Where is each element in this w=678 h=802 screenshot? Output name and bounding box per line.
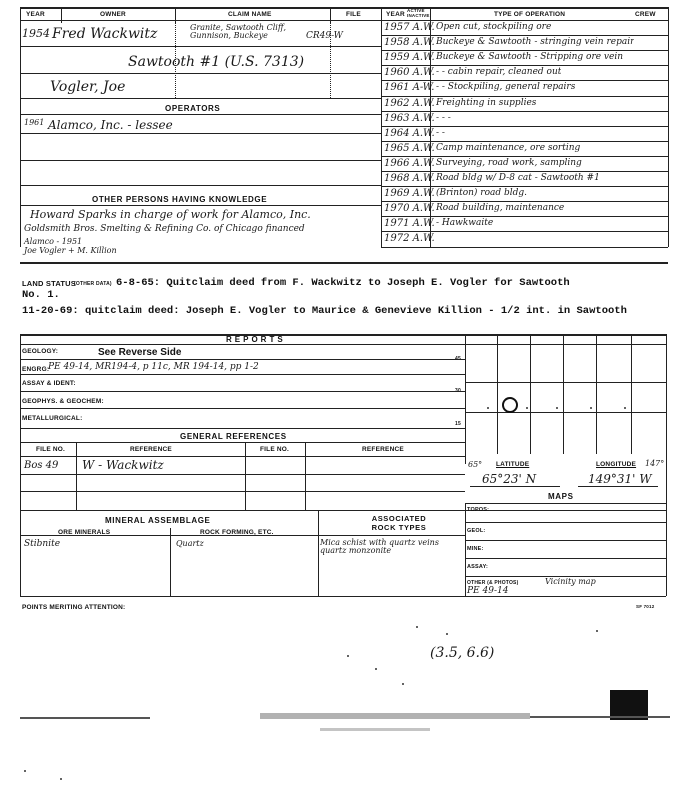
operators-year: 1961 bbox=[24, 118, 45, 127]
owner-row-file: CR49-W bbox=[306, 31, 343, 41]
assay-location-label: ASSAY: bbox=[467, 564, 489, 570]
maps-label: MAPS bbox=[548, 492, 574, 501]
owner-row-owner: Fred Wackwitz bbox=[52, 26, 158, 42]
reports-num-15: 15 bbox=[455, 421, 461, 427]
operation-row-divider bbox=[381, 156, 668, 157]
operation-text: - - - bbox=[436, 112, 451, 123]
operation-year: 1966 A.W. bbox=[384, 157, 435, 169]
operation-row-divider bbox=[381, 186, 668, 187]
assoc-rock-title: ASSOCIATED ROCK TYPES bbox=[371, 514, 427, 532]
operation-year: 1968 A.W. bbox=[384, 173, 435, 184]
scan-line bbox=[20, 717, 150, 719]
metallurgical-label: METALLURGICAL: bbox=[22, 415, 83, 422]
latitude-value: 65°23' N bbox=[482, 472, 537, 486]
operation-row-divider bbox=[381, 171, 668, 172]
operation-row-divider bbox=[381, 231, 668, 232]
rock-forming-label: ROCK FORMING, ETC. bbox=[200, 529, 274, 536]
owner-row-owner2: Vogler, Joe bbox=[50, 79, 126, 95]
operation-year: 1971 A.W. bbox=[384, 218, 435, 230]
reports-num-45: 45 bbox=[455, 356, 461, 362]
other-photos-value2: PE 49-14 bbox=[467, 586, 509, 596]
scan-line-right bbox=[530, 716, 670, 718]
general-refs-title: GENERAL REFERENCES bbox=[180, 432, 287, 441]
operation-row-divider bbox=[381, 35, 668, 36]
operation-row-divider bbox=[381, 80, 668, 81]
rock-forming-value: Quartz bbox=[176, 539, 204, 548]
header-owner: OWNER bbox=[100, 11, 126, 18]
operation-text: - - bbox=[436, 127, 445, 138]
assoc-rock-value2: quartz monzonite bbox=[320, 546, 392, 555]
engrg-value: PE 49-14, MR194-4, p 11c, MR 194-14, pp 1-2 bbox=[48, 362, 259, 372]
engrg-label: ENGRG: bbox=[22, 366, 50, 373]
operation-year: 1970 A.W. bbox=[384, 203, 435, 215]
general-refs-col-ref2: REFERENCE bbox=[362, 446, 404, 453]
longitude-value: 149°31' W bbox=[588, 472, 652, 486]
operation-year: 1957 A.W. bbox=[384, 22, 435, 33]
operation-year: 1969 A.W. bbox=[384, 188, 435, 200]
scan-smudge-lower bbox=[320, 728, 430, 731]
operation-text: Surveying, road work, sampling bbox=[436, 157, 582, 168]
mineral-title: MINERAL ASSEMBLAGE bbox=[105, 516, 211, 525]
geophys-label: GEOPHYS. & GEOCHEM: bbox=[22, 398, 104, 405]
operation-year: 1962 A.W. bbox=[384, 97, 435, 109]
geology-value: See Reverse Side bbox=[98, 347, 182, 358]
header-claim-name: CLAIM NAME bbox=[228, 11, 272, 18]
reports-title: REPORTS bbox=[226, 335, 286, 344]
operation-row-divider bbox=[381, 50, 668, 51]
operation-row-divider bbox=[381, 141, 668, 142]
header-crew: CREW bbox=[635, 11, 656, 18]
latitude-label: LATITUDE bbox=[496, 461, 530, 468]
operation-text: Camp maintenance, ore sorting bbox=[436, 142, 581, 153]
header-active-inactive: ACTIVE INACTIVE bbox=[407, 8, 430, 18]
land-status-line1: 6-8-65: Quitclaim deed from F. Wackwitz to Joseph E. Vogler for Sawtooth bbox=[116, 277, 570, 289]
longitude-prefix: 147° bbox=[645, 459, 665, 468]
operation-year: 1961 A-W. bbox=[384, 82, 435, 94]
geol-label: GEOL: bbox=[467, 528, 486, 534]
operation-year: 1963 A.W. bbox=[384, 112, 435, 124]
header-file: FILE bbox=[346, 11, 361, 18]
owner-row-claim-sub: Sawtooth #1 (U.S. 7313) bbox=[128, 54, 305, 70]
general-refs-col-ref: REFERENCE bbox=[130, 446, 172, 453]
operation-text: Buckeye & Sawtooth - Stripping ore vein bbox=[436, 52, 624, 63]
assay-label: ASSAY & IDENT: bbox=[22, 380, 76, 387]
operation-text: Buckeye & Sawtooth - stringing vein repair bbox=[436, 37, 635, 48]
owner-row-claim: Granite, Sawtooth Cliff, Gunnison, Buckeye bbox=[190, 23, 287, 40]
land-status-sublabel: (OTHER DATA) bbox=[74, 281, 112, 287]
other-persons-title: OTHER PERSONS HAVING KNOWLEDGE bbox=[92, 195, 268, 204]
operation-year: 1965 A.W. bbox=[384, 142, 435, 154]
land-status-line2: No. 1. bbox=[22, 289, 60, 301]
header-year: YEAR bbox=[26, 11, 45, 18]
operation-text: - Hawkwaite bbox=[436, 218, 494, 229]
points-meriting-label: POINTS MERITING ATTENTION: bbox=[22, 604, 126, 611]
other-photos-label: OTHER (& PHOTOS) bbox=[467, 580, 519, 586]
topos-label: TOPOS: bbox=[467, 507, 490, 513]
general-refs-col-file: FILE NO. bbox=[36, 446, 66, 453]
operation-text: Freighting in supplies bbox=[436, 97, 537, 108]
ore-minerals-label: ORE MINERALS bbox=[58, 529, 111, 536]
owner-row-year: 1954 bbox=[22, 27, 50, 40]
land-status-line3: 11-20-69: quitclaim deed: Joseph E. Vogler to Maurice & Genevieve Killion - 1/2 int. in Sawtooth bbox=[22, 305, 627, 317]
operation-text: Road bldg w/ D-8 cat - Sawtooth #1 bbox=[436, 173, 600, 183]
geology-label: GEOLOGY: bbox=[22, 348, 59, 355]
operation-text: Open cut, stockpiling ore bbox=[436, 22, 552, 32]
general-refs-row-file: Bos 49 bbox=[24, 460, 59, 471]
other-persons-line4: Joe Vogler + M. Killion bbox=[24, 246, 117, 255]
header-year2: YEAR bbox=[386, 11, 405, 18]
mine-label: MINE: bbox=[467, 546, 484, 552]
land-status-label: LAND STATUS bbox=[22, 279, 77, 288]
location-deg: 65° bbox=[468, 460, 483, 469]
operation-row-divider bbox=[381, 96, 668, 97]
operation-year: 1959 A.W. bbox=[384, 52, 435, 64]
scan-smudge bbox=[260, 713, 530, 719]
operation-text: - - cabin repair, cleaned out bbox=[436, 67, 562, 78]
coordinate-note: (3.5, 6.6) bbox=[430, 645, 495, 661]
general-refs-row-ref: W - Wackwitz bbox=[82, 458, 164, 472]
operators-title: OPERATORS bbox=[165, 104, 221, 113]
other-persons-line3: Alamco - 1951 bbox=[24, 237, 83, 246]
location-circle-icon bbox=[502, 397, 518, 413]
operation-row-divider bbox=[381, 247, 668, 248]
operation-year: 1972 A.W. bbox=[384, 233, 435, 245]
header-type-of-operation: TYPE OF OPERATION bbox=[494, 11, 566, 18]
operation-text: - - Stockpiling, general repairs bbox=[436, 82, 576, 93]
ore-minerals-value: Stibnite bbox=[24, 539, 61, 549]
other-persons-line1: Howard Sparks in charge of work for Alamco, Inc. bbox=[30, 208, 311, 221]
other-persons-line2: Goldsmith Bros. Smelting & Refining Co. of Chicago financed bbox=[24, 224, 305, 234]
operation-row-divider bbox=[381, 111, 668, 112]
assoc-rock-value1: Mica schist with quartz veins bbox=[320, 538, 439, 547]
operators-text: Alamco, Inc. - lessee bbox=[48, 118, 173, 132]
general-refs-col-file2: FILE NO. bbox=[260, 446, 290, 453]
operation-year: 1960 A.W. bbox=[384, 67, 435, 79]
operation-text: (Brinton) road bldg. bbox=[436, 188, 528, 199]
operation-row-divider bbox=[381, 126, 668, 127]
operation-row-divider bbox=[381, 201, 668, 202]
longitude-label: LONGITUDE bbox=[596, 461, 637, 468]
operation-row-divider bbox=[381, 65, 668, 66]
reports-num-30: 30 bbox=[455, 388, 461, 394]
operation-row-divider bbox=[381, 216, 668, 217]
operation-year: 1964 A.W. bbox=[384, 127, 435, 139]
form-number: SF 7012 bbox=[636, 604, 655, 609]
other-photos-value: Vicinity map bbox=[545, 577, 596, 586]
operation-year: 1958 A.W. bbox=[384, 37, 435, 49]
operation-text: Road building, maintenance bbox=[436, 203, 565, 214]
